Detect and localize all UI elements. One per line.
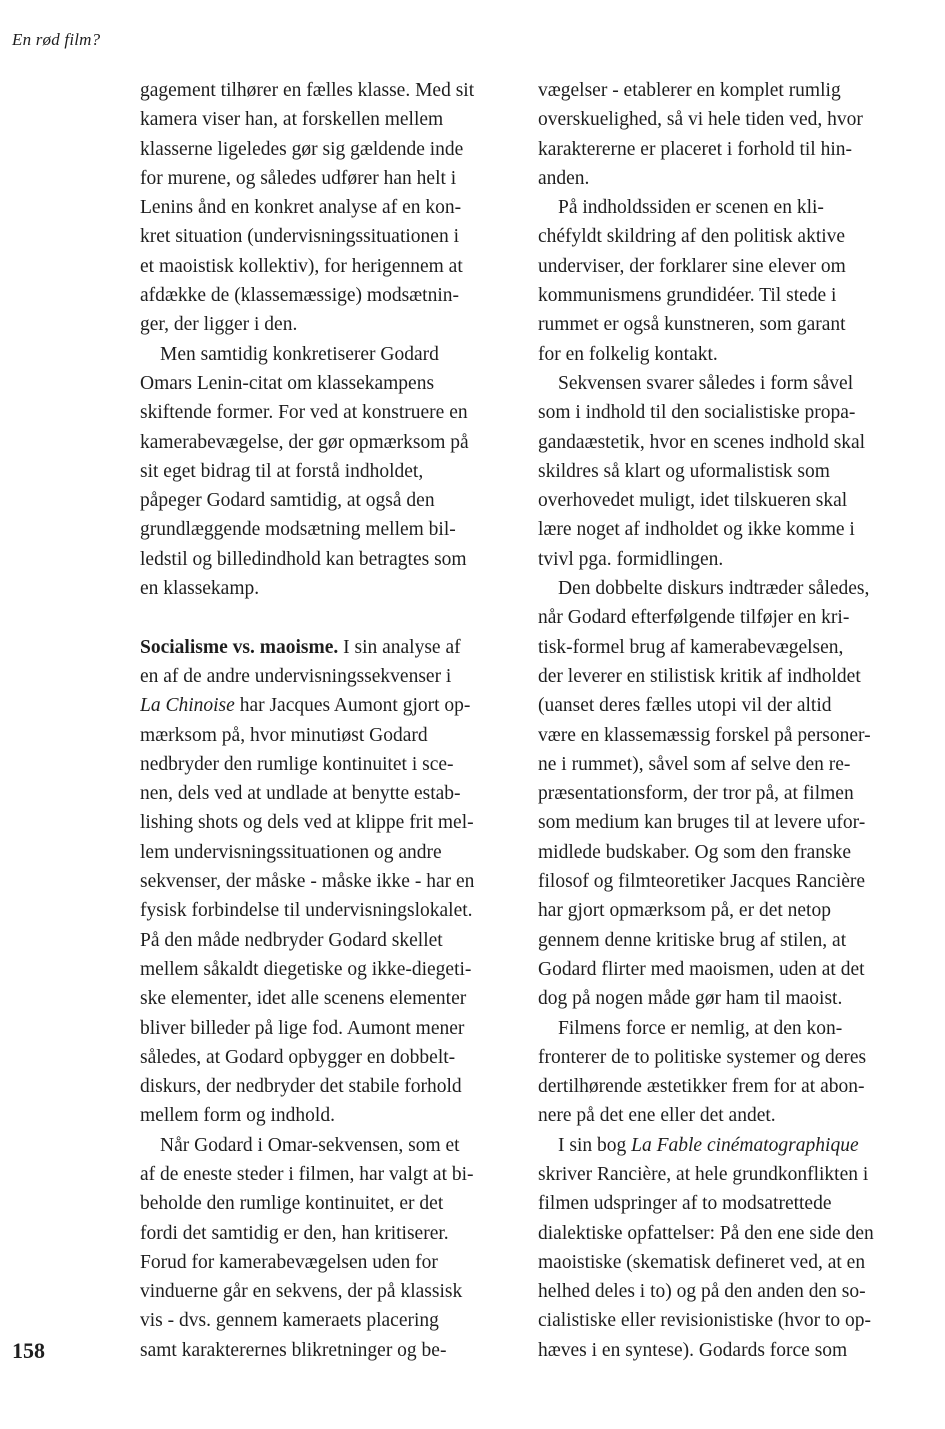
- text-line: kamerabevægelse, der gør opmærksom på: [140, 431, 469, 453]
- text-line: som medium kan bruges til at levere ufor-: [538, 812, 866, 834]
- text-line: På den måde nedbryder Godard skellet: [140, 929, 443, 951]
- text-line: skiftende former. For ved at konstruere en: [140, 402, 468, 424]
- text-line: ger, der ligger i den.: [140, 314, 298, 336]
- text-line: et maoistisk kollektiv), for herigennem at: [140, 255, 463, 277]
- text-line: Omars Lenin-citat om klassekampens: [140, 372, 435, 394]
- text-line: sit eget bidrag til at forstå indholdet,: [140, 460, 424, 482]
- text-line: dog på nogen måde gør ham til maoist.: [538, 988, 843, 1010]
- text-line: Når Godard i Omar-sekvensen, som et: [160, 1134, 460, 1156]
- left-column: [140, 76, 500, 1365]
- text-line: som i indhold til den socialistiske propa-: [538, 402, 856, 424]
- text-line: gagement tilhører en fælles klasse. Med sit: [140, 80, 475, 101]
- text-line: skildres så klart og uformalistisk som: [538, 460, 830, 482]
- text-line: (uanset deres fælles utopi vil der altid: [538, 695, 832, 717]
- text-line: kret situation (undervisningssituationen i: [140, 226, 459, 248]
- text-line: lære noget af indholdet og ikke komme i: [538, 519, 855, 541]
- text-line: maoistiske (skematisk defineret ved, at en: [538, 1251, 866, 1273]
- running-head: En rød film?: [12, 30, 101, 49]
- text-line: karaktererne er placeret i forhold til hin-: [538, 138, 853, 160]
- text-line: diskurs, der nedbryder det stabile forhold: [140, 1076, 462, 1098]
- text-line: bliver billeder på lige fod. Aumont mener: [140, 1017, 465, 1039]
- text-line: lem undervisningssituationen og andre: [140, 841, 442, 863]
- text-line: hæves i en syntese). Godards force som: [538, 1339, 848, 1361]
- text-line: skriver Rancière, at hele grundkonflikten i: [538, 1163, 869, 1185]
- text-line: fronterer de to politiske systemer og deres: [538, 1046, 867, 1068]
- text-line: anden.: [538, 167, 590, 189]
- page-number: 158: [12, 1338, 45, 1363]
- text-line: fysisk forbindelse til undervisningslokalet.: [140, 900, 473, 922]
- text-line: cialistiske eller revisionistiske (hvor to op-: [538, 1310, 872, 1332]
- text-fragment: I sin analyse af: [338, 636, 461, 658]
- book-title: La Fable cinématographique: [631, 1134, 859, 1156]
- text-line: en klassekamp.: [140, 578, 260, 600]
- text-line: overskuelighed, så vi hele tiden ved, hvor: [538, 109, 863, 131]
- text-line: Den dobbelte diskurs indtræder således,: [558, 578, 870, 600]
- text-line: ske elementer, idet alle scenens elementer: [140, 988, 467, 1010]
- text-line: afdække de (klassemæssige) modsætnin-: [140, 285, 459, 307]
- text-line: nere på det ene eller det andet.: [538, 1105, 776, 1127]
- text-line: tisk-formel brug af kamerabevægelsen,: [538, 636, 844, 658]
- text-line: Filmens force er nemlig, at den kon-: [558, 1017, 843, 1039]
- text-line: vinduerne går en sekvens, der på klassisk: [140, 1281, 463, 1303]
- text-line: samt karakterernes blikretninger og be-: [140, 1339, 447, 1361]
- text-line: Men samtidig konkretiserer Godard: [160, 343, 439, 365]
- text-line: underviser, der forklarer sine elever om: [538, 255, 846, 277]
- text-line: påpeger Godard samtidig, at også den: [140, 490, 435, 512]
- text-line: mellem form og indhold.: [140, 1105, 335, 1127]
- text-line: ne i rummet), såvel som af selve den re-: [538, 753, 851, 775]
- text-line: tvivl pga. formidlingen.: [538, 548, 724, 570]
- text-line: filmen udspringer af to modsatrettede: [538, 1193, 832, 1215]
- text-line: når Godard efterfølgende tilføjer en kri-: [538, 607, 850, 629]
- text-line: dertilhørende æstetikker frem for at abon-: [538, 1076, 865, 1098]
- text-line: af de eneste steder i filmen, har valgt at bi-: [140, 1163, 474, 1185]
- section-heading: Socialisme vs. maoisme.: [140, 636, 339, 658]
- text-line: lishing shots og dels ved at klippe frit mel-: [140, 812, 474, 834]
- blank-line: [140, 603, 500, 632]
- text-line: nedbryder den rumlige kontinuitet i sce-: [140, 753, 454, 775]
- text-line: præsentationsform, der tror på, at filmen: [538, 783, 854, 805]
- text-line: klasserne ligeledes gør sig gældende inde: [140, 138, 464, 160]
- text-line: [538, 1131, 908, 1160]
- text-line: vis - dvs. gennem kameraets placering: [140, 1310, 439, 1332]
- text-fragment: I sin bog: [558, 1134, 632, 1156]
- text-line: sekvenser, der måske - måske ikke - har en: [140, 871, 475, 893]
- text-line: dialektiske opfattelser: På den ene side den: [538, 1222, 874, 1244]
- text-line: mærksom på, hvor minutiøst Godard: [140, 724, 428, 746]
- text-line: mellem såkaldt diegetiske og ikke-diegeti-: [140, 958, 472, 980]
- section-heading-line: [140, 633, 500, 662]
- text-line: Forud for kamerabevægelsen uden for: [140, 1251, 438, 1273]
- text-line: chéfyldt skildring af den politisk aktive: [538, 226, 846, 248]
- text-line: gennem denne kritiske brug af stilen, at: [538, 929, 847, 951]
- text-line: har gjort opmærksom på, er det netop: [538, 900, 831, 922]
- text-line: [140, 691, 500, 720]
- text-line: for en folkelig kontakt.: [538, 343, 718, 365]
- text-line: Lenins ånd en konkret analyse af en kon-: [140, 197, 462, 219]
- text-line: vægelser - etablerer en komplet rumlig: [538, 80, 841, 101]
- text-line: overhovedet muligt, idet tilskueren skal: [538, 490, 848, 512]
- text-line: kommunismens grundidéer. Til stede i: [538, 285, 837, 307]
- text-fragment: har Jacques Aumont gjort op-: [234, 695, 471, 717]
- text-line: en af de andre undervisningssekvenser i: [140, 665, 452, 687]
- text-line: gandaæstetik, hvor en scenes indhold skal: [538, 431, 866, 453]
- text-line: midlede budskaber. Og som den franske: [538, 841, 852, 863]
- text-line: nen, dels ved at undlade at benytte estab-: [140, 783, 461, 805]
- text-line: beholde den rumlige kontinuitet, er det: [140, 1193, 444, 1215]
- text-line: helhed deles i to) og på den anden den so-: [538, 1281, 866, 1303]
- text-line: rummet er også kunstneren, som garant: [538, 314, 846, 336]
- text-line: kamera viser han, at forskellen mellem: [140, 109, 444, 131]
- text-line: for murene, og således udfører han helt i: [140, 167, 457, 189]
- text-line: grundlæggende modsætning mellem bil-: [140, 519, 456, 541]
- text-line: filosof og filmteoretiker Jacques Rancière: [538, 871, 866, 893]
- text-line: Godard flirter med maoismen, uden at det: [538, 958, 865, 980]
- text-line: således, at Godard opbygger en dobbelt-: [140, 1046, 456, 1068]
- text-line: der leverer en stilistisk kritik af indholdet: [538, 665, 861, 687]
- text-line: ledstil og billedindhold kan betragtes som: [140, 548, 467, 570]
- right-column: [538, 76, 908, 1365]
- text-line: fordi det samtidig er den, han kritiserer.: [140, 1222, 449, 1244]
- text-line: På indholdssiden er scenen en kli-: [558, 197, 824, 219]
- film-title: La Chinoise: [140, 695, 235, 717]
- text-line: være en klassemæssig forskel på personer-: [538, 724, 871, 746]
- text-line: Sekvensen svarer således i form såvel: [558, 372, 854, 394]
